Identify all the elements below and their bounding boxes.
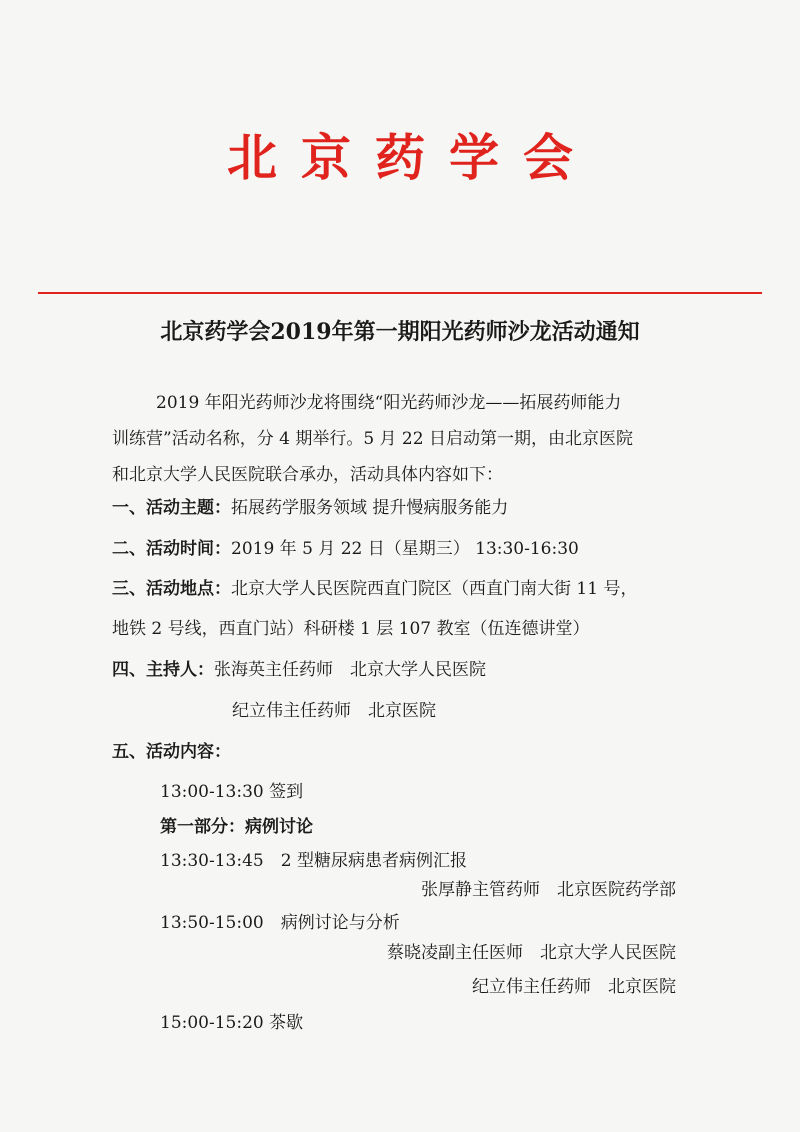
schedule-item-1-speaker: 张厚静主管药师 北京医院药学部 bbox=[421, 880, 676, 900]
theme-row bbox=[112, 497, 508, 519]
place-label: 三、活动地点： bbox=[112, 579, 231, 599]
time-value: 2019 年 5 月 22 日（星期三） 13:30-16:30 bbox=[231, 539, 579, 559]
hosts-row bbox=[112, 659, 486, 681]
notice-title: 北京药学会2019年第一期阳光药师沙龙活动通知 bbox=[160, 319, 640, 345]
content-label: 五、活动内容： bbox=[112, 742, 231, 762]
place-value-2: 地铁 2 号线，西直门站）科研楼 1 层 107 教室（伍连德讲堂） bbox=[112, 619, 590, 639]
schedule-item-2-speaker-1: 蔡晓凌副主任医师 北京大学人民医院 bbox=[387, 943, 676, 963]
schedule-part1-title: 第一部分：病例讨论 bbox=[160, 817, 313, 837]
host-1: 张海英主任药师 北京大学人民医院 bbox=[214, 660, 486, 680]
schedule-signin: 13:00-13:30 签到 bbox=[160, 782, 304, 802]
schedule-item-2-speaker-2: 纪立伟主任药师 北京医院 bbox=[472, 977, 676, 997]
time-row bbox=[112, 538, 579, 560]
schedule-break: 15:00-15:20 茶歇 bbox=[160, 1013, 304, 1033]
host-2: 纪立伟主任药师 北京医院 bbox=[232, 701, 436, 721]
schedule-item-2: 13:50-15:00 病例讨论与分析 bbox=[160, 913, 400, 933]
intro-line-1: 2019 年阳光药师沙龙将围绕“阳光药师沙龙——拓展药师能力 bbox=[156, 393, 622, 413]
place-value-1: 北京大学人民医院西直门院区（西直门南大街 11 号， bbox=[231, 579, 638, 599]
hosts-label: 四、主持人： bbox=[112, 660, 214, 680]
time-label: 二、活动时间： bbox=[112, 539, 231, 559]
letterhead-divider bbox=[38, 292, 762, 294]
schedule-item-1: 13:30-13:45 2 型糖尿病患者病例汇报 bbox=[160, 851, 467, 871]
intro-line-2: 训练营”活动名称，分 4 期举行。5 月 22 日启动第一期，由北京医院 bbox=[112, 429, 633, 449]
place-row bbox=[112, 578, 637, 600]
org-letterhead-title: 北京药学会 bbox=[227, 129, 597, 187]
theme-value: 拓展药学服务领域 提升慢病服务能力 bbox=[231, 498, 509, 518]
theme-label: 一、活动主题： bbox=[112, 498, 231, 518]
intro-line-3: 和北京大学人民医院联合承办，活动具体内容如下： bbox=[112, 465, 503, 485]
